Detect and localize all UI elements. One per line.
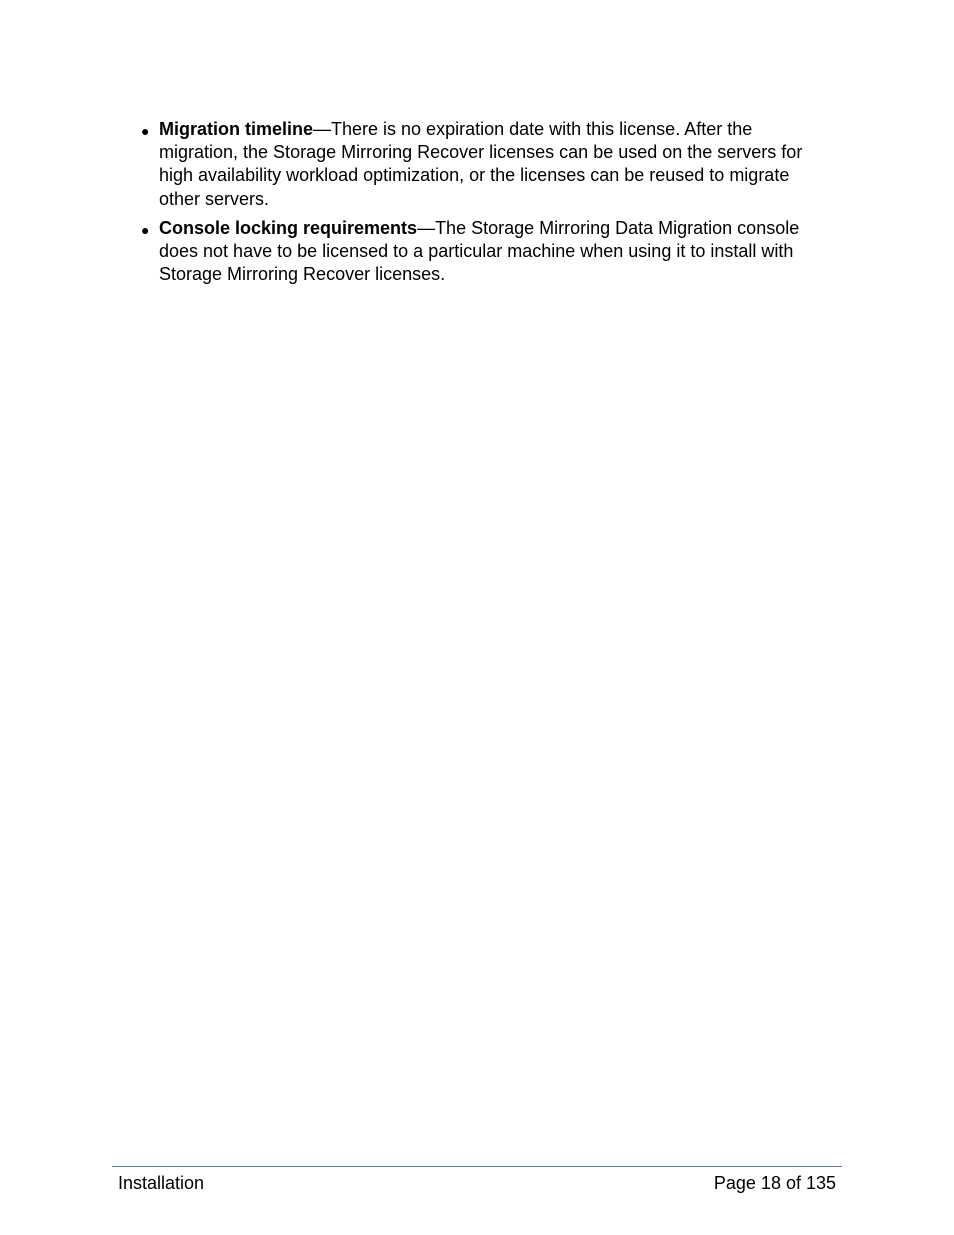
license-details-list xyxy=(138,118,828,292)
footer-page-number: Page 18 of 135 xyxy=(713,1173,836,1193)
bullet-dot-icon: ● xyxy=(141,123,150,139)
bullet-console-locking xyxy=(138,217,828,287)
bullet-dot-icon: ● xyxy=(141,221,150,238)
bullet-text: —There is no expiration date with this license. After the migration, the Storage Mirroring Recover licenses can be used on the servers for high availability workload optimization, or the licenses can be reused to migrate other servers. xyxy=(159,119,803,209)
footer-section-title: Installation xyxy=(118,1173,205,1193)
bullet-term: Migration timeline xyxy=(159,119,314,139)
bullet-text: —The Storage Mirroring Data Migration console does not have to be licensed to a particular machine when using it to install with Storage Mirroring Recover licenses. xyxy=(159,217,800,285)
bullet-migration-timeline xyxy=(138,118,828,211)
bullet-term: Console locking requirements xyxy=(159,217,418,238)
footer-divider xyxy=(112,1166,842,1167)
